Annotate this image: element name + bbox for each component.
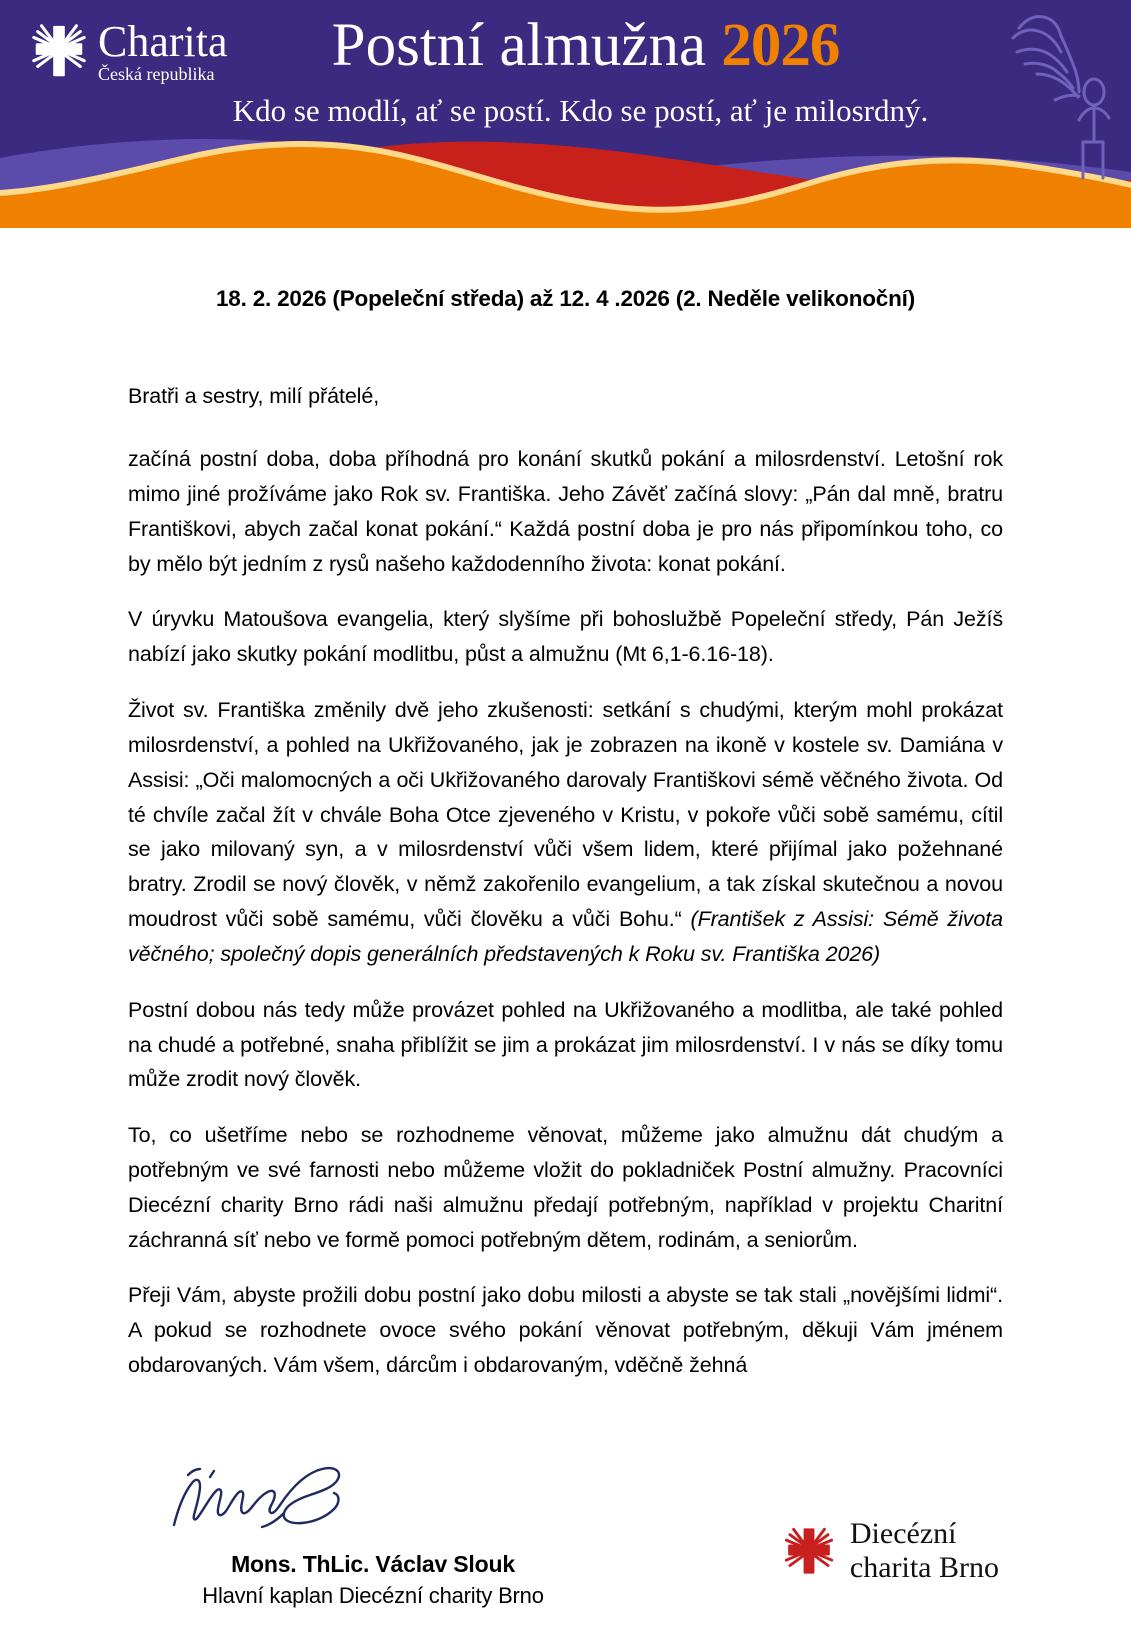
letter-paragraph: Postní dobou nás tedy může provázet pohled na Ukřižovaného a modlitba, ale také pohled na chudé a potřebné, snaha přiblížit se jim a prokázat jim milosrdenství. I v nás se díky tomu může zrodit nový člověk. <box>128 997 1003 1092</box>
diecezni-charita-brno-logo <box>780 1517 999 1585</box>
letter-paragraph: začíná postní doba, doba příhodná pro konání skutků pokání a milosrdenství. Letošní rok mimo jiné prožíváme jako Rok sv. Františka. Jeho Závěť začíná slovy: „Pán dal mně, bratru Františkovi, abych začal konat pokání.“ Každá postní doba je pro nás připomínkou toho, co by mělo být jedním z rysů našeho každodenního života: konat pokání. <box>128 447 1003 576</box>
banner-subtitle: Kdo se modlí, ať se postí. Kdo se postí, ať je milosrdný. <box>232 93 929 128</box>
letter-body <box>128 379 1003 1383</box>
letter-paragraph: To, co ušetříme nebo se rozhodneme věnovat, můžeme jako almužnu dát chudým a potřebným ve své farnosti nebo můžeme vložit do pokladniček Postní almužny. Pracovníci Diecézní charity Brno rádi naši almužnu předají potřebným, například v projektu Charitní záchranná síť nebo ve formě pomoci potřebným dětem, rodinám, a seniorům. <box>128 1123 1003 1252</box>
diecezni-charita-logo-words <box>850 1517 999 1585</box>
banner-title-year: 2026 <box>721 12 840 79</box>
signature-role: Hlavní kaplan Diecézní charity Brno <box>202 1582 544 1608</box>
letter-paragraph: Přeji Vám, abyste prožili dobu postní jako dobu milosti a abyste se tak stali „novějšími lidmi“. A pokud se rozhodnete ovoce svého pokání věnovat potřebným, děkuji Vám jménem obdarovaných. Vám všem, dárcům i obdarovaným, vděčně žehná <box>128 1283 1003 1378</box>
francis-quote-citation: (František z Assisi: Sémě života věčného; společný dopis generálních představených k Roku sv. Františka 2026) <box>128 907 1003 966</box>
letter-greeting: Bratři a sestry, milí přátelé, <box>128 384 380 409</box>
handwritten-signature-icon <box>166 1457 386 1535</box>
document-page <box>0 284 1131 1647</box>
signature-name: Mons. ThLic. Václav Slouk <box>231 1550 515 1577</box>
helping-hand-and-person-icon <box>991 0 1123 200</box>
diecezni-charita-logo-line1: Diecézní <box>849 1516 957 1550</box>
signature-block <box>128 1457 1003 1647</box>
diecezni-charita-logo-line2: charita Brno <box>849 1551 999 1585</box>
charita-logo-line1: Charita <box>98 17 228 66</box>
letter-paragraph-francis <box>128 693 1003 972</box>
francis-quote-text: Život sv. Františka změnily dvě jeho zkušenosti: setkání s chudými, kterým mohl prokázat milosrdenství, a pohled na Ukřižovaného, jak je zobrazen na ikoně v kostele sv. Damiána v Assisi: „Oči malomocných a oči Ukřižovaného darovaly Františkovi sémě věčného života. Od té chvíle začal žít v chvále Boha Otce zjeveného v Kristu, v pokoře vůči sobě samému, cítil se jako milovaný syn, a v milosrdenství vůči všem lidem, které přijímal jako požehnané bratry. Zrodil se nový člověk, v němž zakořenilo evangelium, a tak získal skutečnou a novou moudrost vůči sobě samému, vůči člověku a vůči Bohu.“ <box>128 698 1003 932</box>
banner-title-main: Postní almužna <box>331 12 707 79</box>
wave-decoration <box>0 118 1131 228</box>
page-title: 18. 2. 2026 (Popeleční středa) až 12. 4 .2026 (2. Neděle velikonoční) <box>215 286 916 311</box>
charita-logo-line2: Česká republika <box>98 64 215 85</box>
letter-paragraph: V úryvku Matoušova evangelia, který slyšíme při bohoslužbě Popeleční středy, Pán Ježíš nabízí jako skutky pokání modlitbu, půst a almužnu (Mt 6,1-6.16-18). <box>128 607 1003 667</box>
header-banner <box>0 0 1131 228</box>
banner-title <box>0 14 1131 78</box>
diecezni-charita-cross-burst-icon <box>780 1520 838 1582</box>
